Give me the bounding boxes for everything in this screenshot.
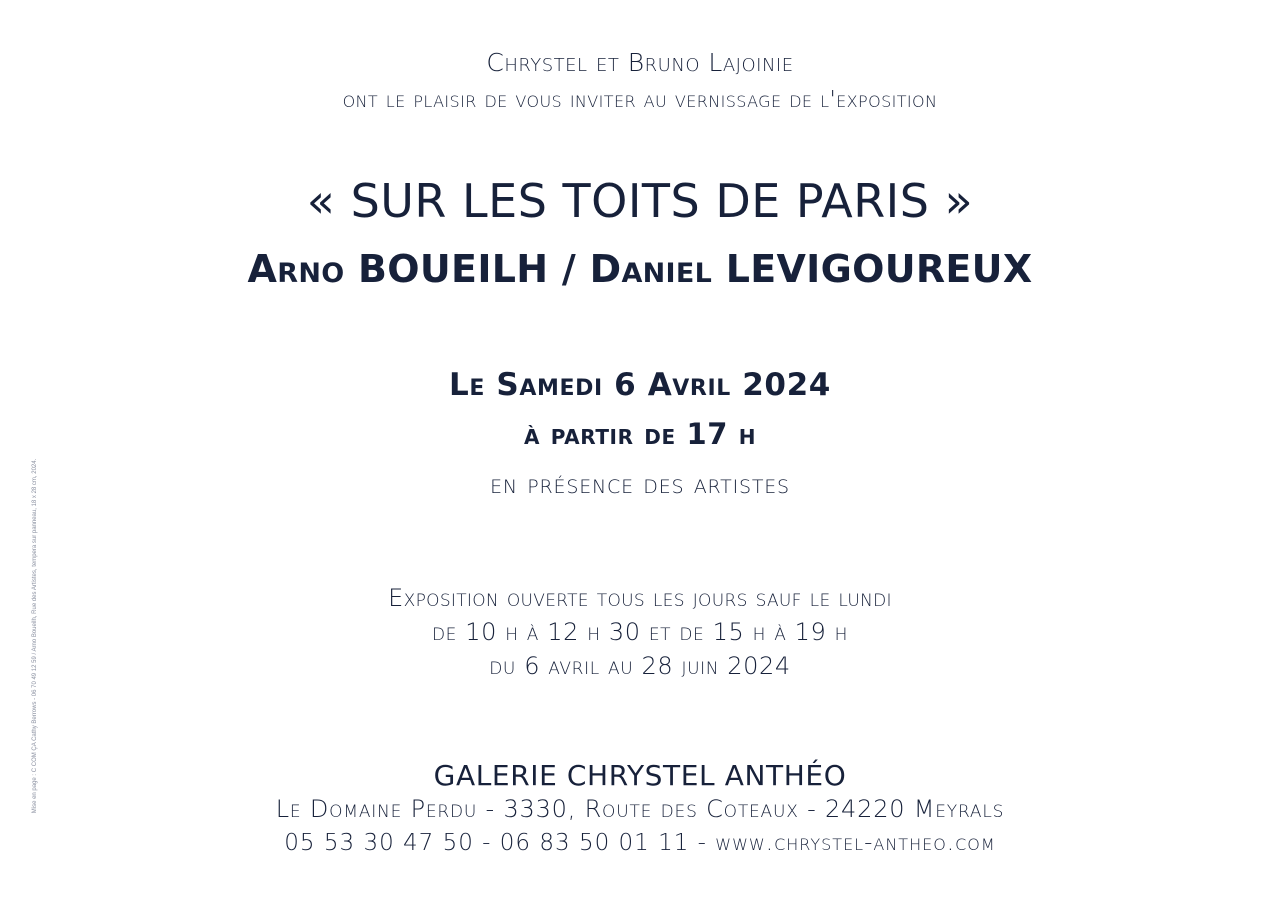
artist-2-first-name: Daniel bbox=[589, 247, 713, 291]
artist-separator: / bbox=[561, 247, 577, 291]
gallery-contact: 05 53 30 47 50 - 06 83 50 01 11 - www.chrystel-antheo.com bbox=[284, 830, 996, 856]
gallery-address: Le Domaine Perdu - 3330, Route des Coteaux - 24220 Meyrals bbox=[275, 795, 1005, 823]
presence-line: en présence des artistes bbox=[490, 469, 790, 500]
artist-2-last-name: LEVIGOUREUX bbox=[725, 247, 1033, 291]
event-date: Le Samedi 6 Avril 2024 bbox=[449, 367, 831, 403]
schedule-line-1: Exposition ouverte tous les jours sauf le lundi bbox=[388, 584, 892, 612]
schedule-line-2: de 10 h à 12 h 30 et de 15 h à 19 h bbox=[431, 618, 849, 646]
artist-1-last-name: BOUEILH bbox=[358, 247, 549, 291]
schedule-line-3: du 6 avril au 28 juin 2024 bbox=[489, 652, 791, 680]
event-time: à partir de 17 h bbox=[523, 417, 757, 451]
invite-line: ont le plaisir de vous inviter au vernissage de l'exposition bbox=[342, 87, 938, 113]
hosts-line: Chrystel et Bruno Lajoinie bbox=[486, 48, 794, 77]
credits-vertical: Mise en page : C COM ÇA Cathy Berrows - 06 70 49 12 59 / Arno Boueilh, Rue des Artistes, tempera sur panneau, 18 x 28 cm, 2024. bbox=[32, 458, 38, 814]
artists-line bbox=[0, 247, 1280, 291]
exhibition-title: « SUR LES TOITS DE PARIS » bbox=[306, 174, 974, 228]
artist-1-first-name: Arno bbox=[247, 247, 345, 291]
gallery-name: GALERIE CHRYSTEL ANTHÉO bbox=[433, 759, 847, 792]
